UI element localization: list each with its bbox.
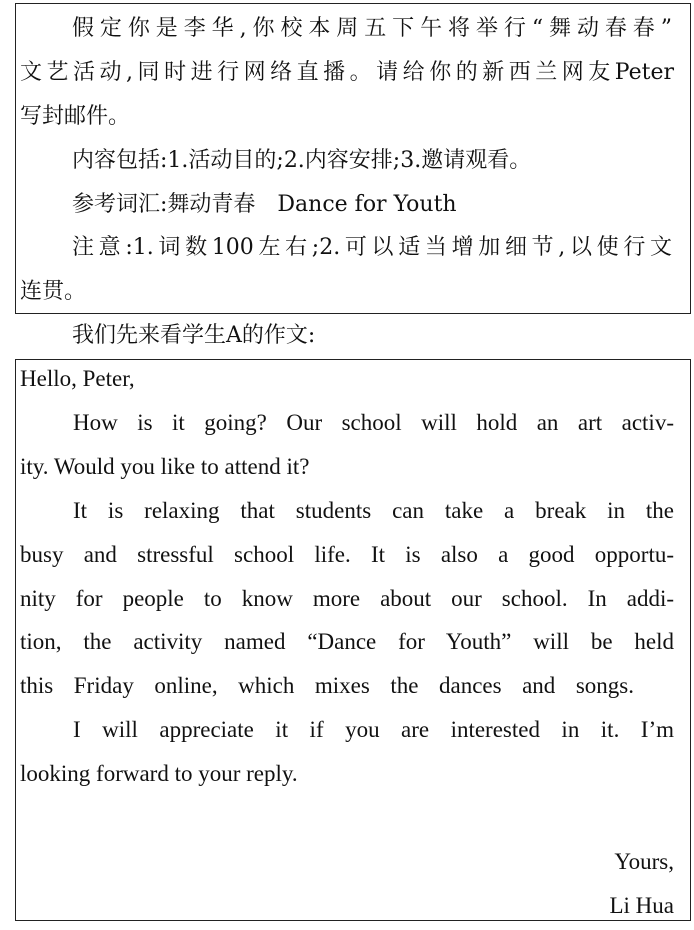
essay-line: tion, the activity named “Dance for Youth” will be held — [20, 629, 674, 654]
essay-line: this Friday online, which mixes the dances and songs. — [20, 673, 634, 698]
prompt-line-5: 参考词汇:舞动青春 Dance for Youth — [72, 192, 457, 217]
essay-signature: Li Hua — [609, 893, 674, 918]
essay-line: How is it going? Our school will hold an art activ- — [73, 410, 674, 435]
essay-closing: Yours, — [614, 849, 674, 874]
intro-text: 我们先来看学生A的作文: — [72, 323, 316, 348]
essay-greeting: Hello, Peter, — [20, 366, 135, 391]
essay-line: looking forward to your reply. — [20, 761, 298, 786]
essay-line: I will appreciate it if you are interested in it. I’m — [73, 717, 674, 742]
prompt-line-6: 注意:1.词数100左右;2.可以适当增加细节,以使行文 — [72, 235, 672, 260]
prompt-line-7: 连贯。 — [20, 279, 87, 304]
prompt-line-1: 假定你是李华,你校本周五下午将举行“舞动春春” — [72, 16, 672, 41]
essay-line: It is relaxing that students can take a break in the — [73, 498, 674, 523]
essay-line: busy and stressful school life. It is also a good opportu- — [20, 542, 674, 567]
prompt-line-3: 写封邮件。 — [20, 104, 131, 129]
essay-line: nity for people to know more about our school. In addi- — [20, 586, 674, 611]
prompt-line-2: 文艺活动,同时进行网络直播。请给你的新西兰网友Peter — [20, 60, 674, 85]
prompt-line-4: 内容包括:1.活动目的;2.内容安排;3.邀请观看。 — [72, 148, 532, 173]
essay-line: ity. Would you like to attend it? — [20, 454, 310, 479]
